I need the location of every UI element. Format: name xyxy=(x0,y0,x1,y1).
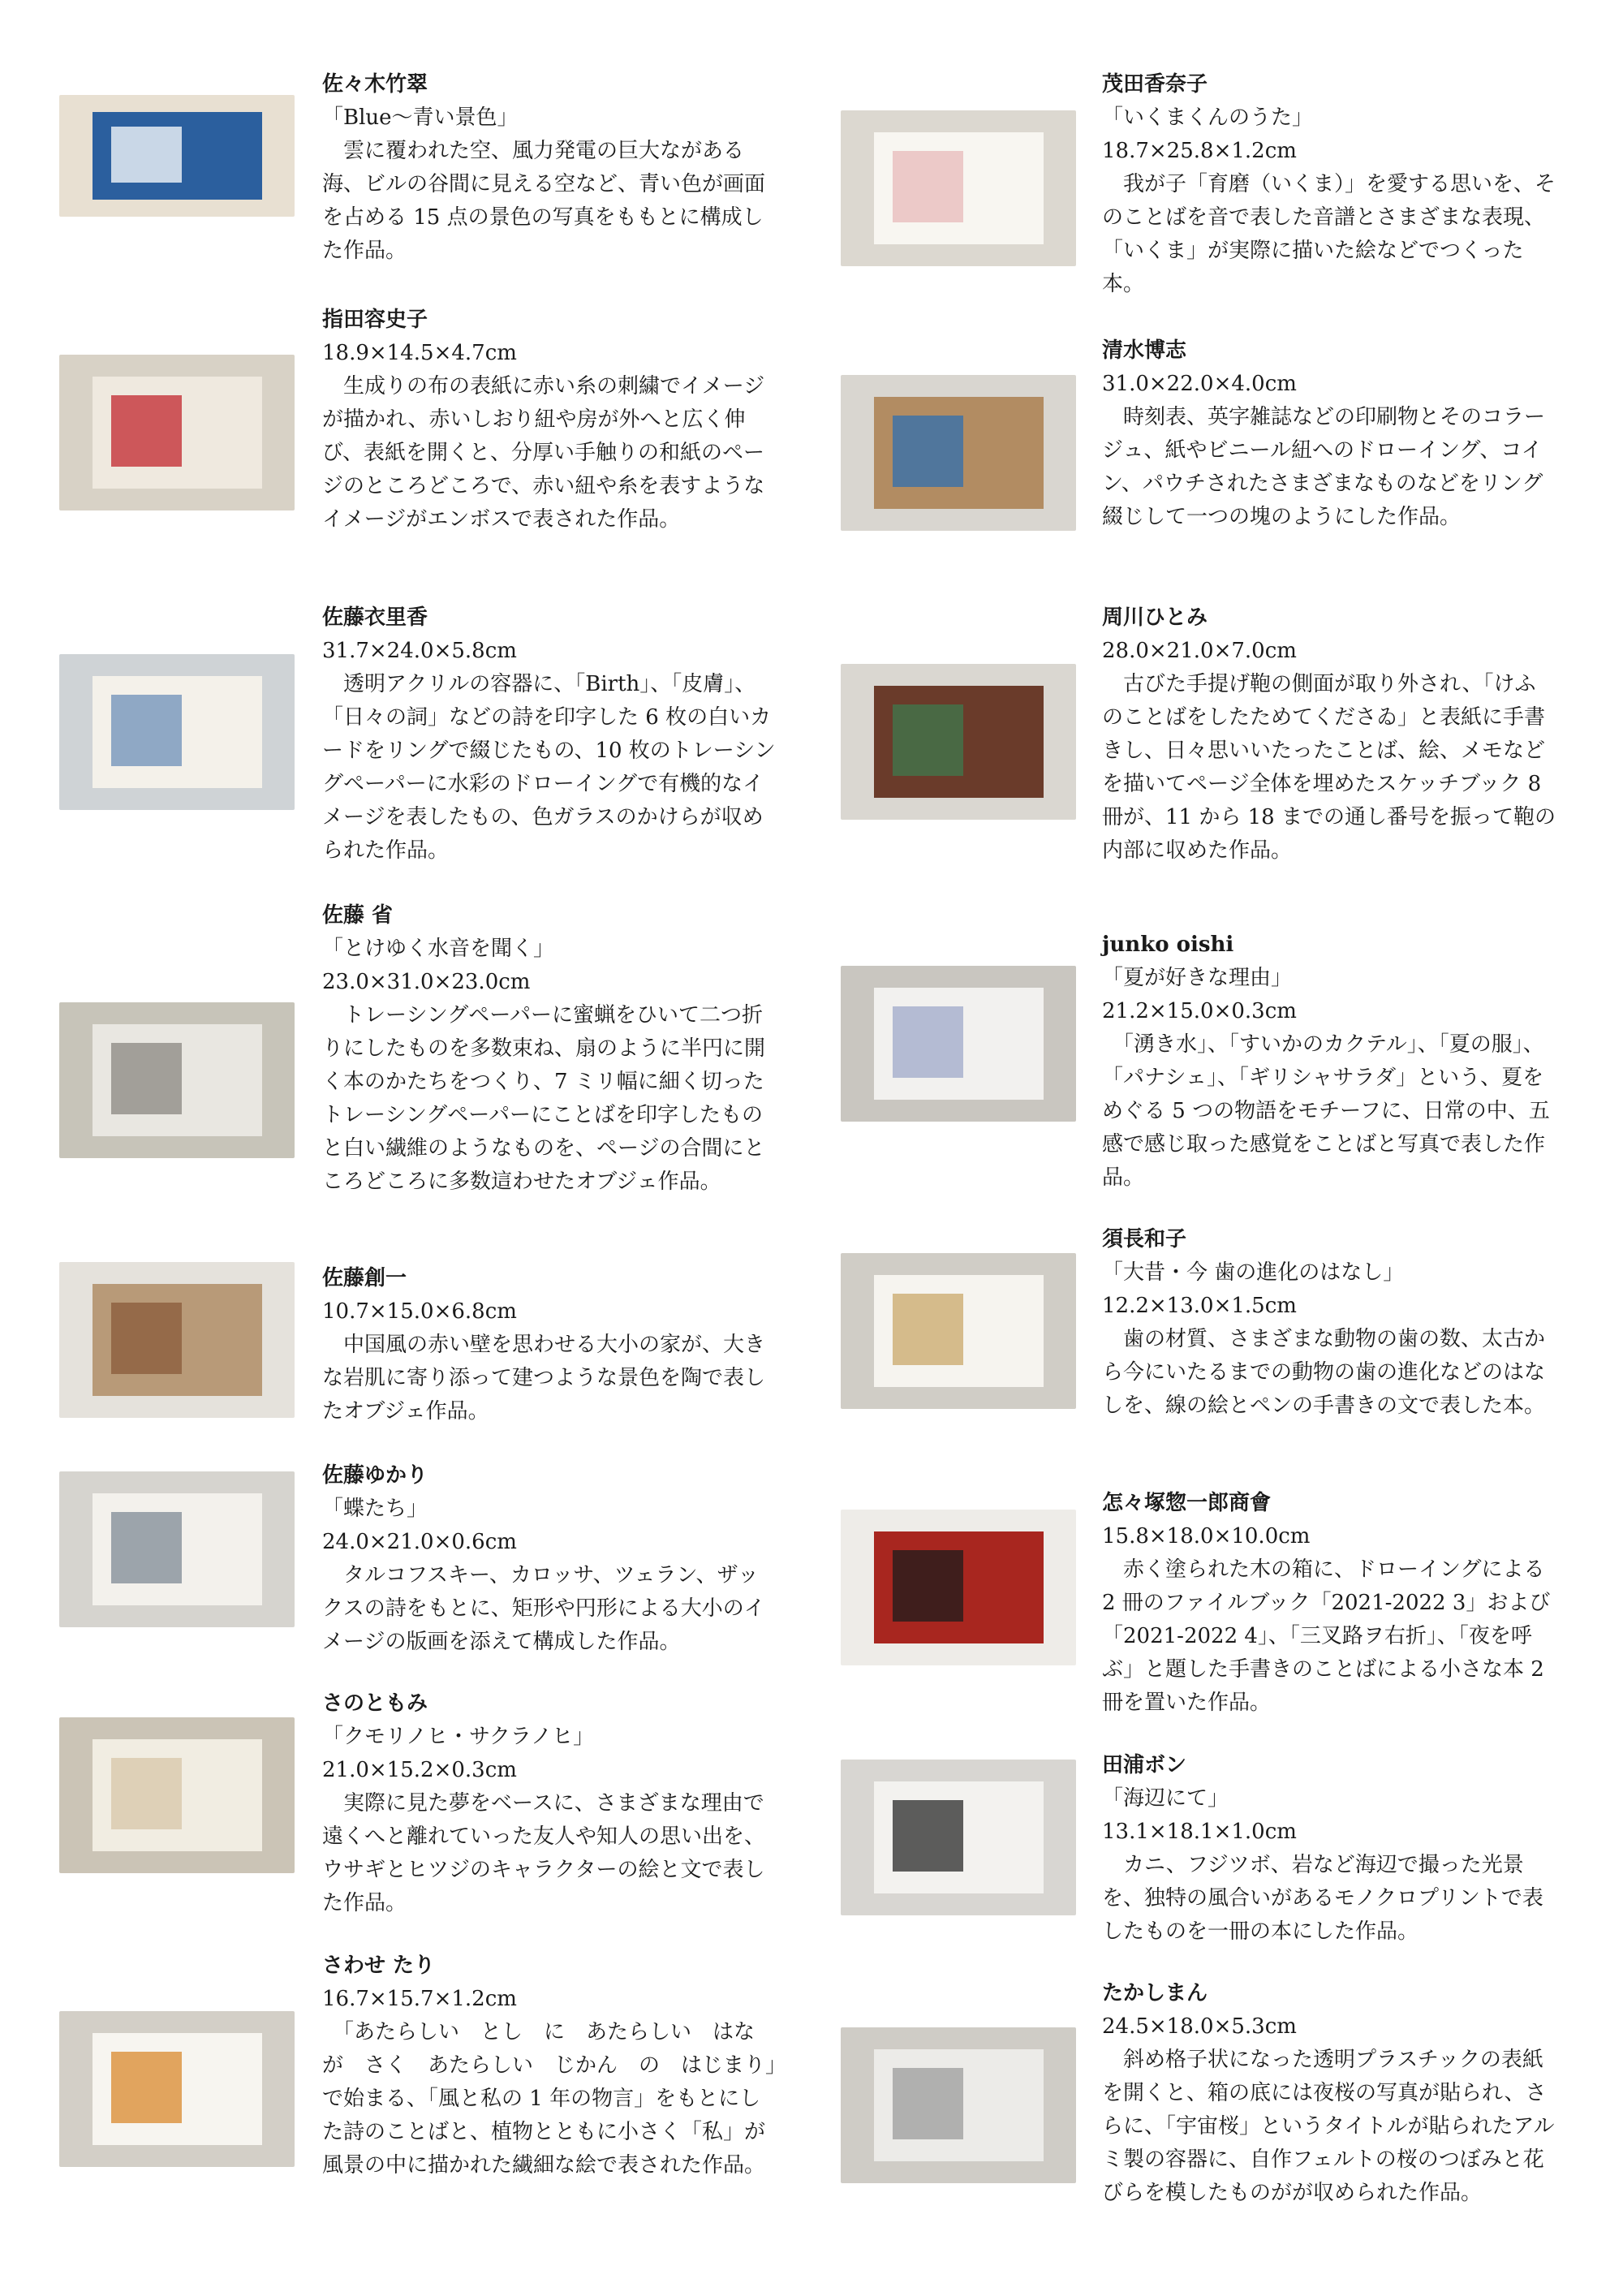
artwork-photo xyxy=(59,1002,295,1158)
work-description: 「あたらしい とし に あたらしい はな が さく あたらしい じかん の はじまり」で始まる、「風と私の 1 年の物言」をもとにした詩のことばと、植物とともに小さく「私」が風景の中に描かれた繊細な絵で表された作品。 xyxy=(322,2020,777,2178)
artist-name: 佐藤創一 xyxy=(322,1266,407,1290)
artist-name: 佐藤 省 xyxy=(322,903,394,928)
artwork-photo xyxy=(59,1471,295,1627)
work-description: 雲に覆われた空、風力発電の巨大ながある海、ビルの谷間に見える空など、青い色が画面を占める 15 点の景色の写真をももとに構成した作品。 xyxy=(322,139,766,263)
photo-accent xyxy=(111,127,182,183)
artist-name: 須長和子 xyxy=(1102,1227,1187,1251)
work-title: 「夏が好きな理由」 xyxy=(1102,966,1293,990)
artwork-photo xyxy=(59,1717,295,1873)
work-size: 16.7×15.7×1.2cm xyxy=(322,1987,517,2011)
artwork-photo xyxy=(841,375,1076,531)
artwork-photo xyxy=(59,2011,295,2167)
artist-name: 指田容史子 xyxy=(322,308,428,332)
artwork-photo xyxy=(59,95,295,217)
work-description: 歯の材質、さまざまな動物の歯の数、太古から今にいたるまでの動物の歯の進化などのはなしを、線の絵とペンの手書きの文で表した本。 xyxy=(1102,1327,1546,1418)
artist-name: 茂田香奈子 xyxy=(1102,72,1208,97)
photo-accent xyxy=(111,695,182,766)
artist-name: 佐藤ゆかり xyxy=(322,1463,428,1488)
photo-accent xyxy=(111,1758,182,1829)
photo-accent xyxy=(893,1006,963,1078)
work-description: 生成りの布の表紙に赤い糸の刺繍でイメージが描かれ、赤いしおり紐や房が外へと広く伸び、表紙を開くと、分厚い手触りの和紙のページのところどころで、赤い紐や糸を表すようなイメージがエンボスで表された作品。 xyxy=(322,374,765,532)
work-title: 「いくまくんのうた」 xyxy=(1102,106,1314,130)
artist-name: 周川ひとみ xyxy=(1102,605,1208,630)
work-size: 15.8×18.0×10.0cm xyxy=(1102,1524,1311,1549)
work-size: 10.7×15.0×6.8cm xyxy=(322,1299,517,1324)
work-size: 24.5×18.0×5.3cm xyxy=(1102,2014,1297,2039)
work-description: トレーシングペーパーに蜜蝋をひいて二つ折りにしたものを多数束ね、扇のように半円に開く本のかたちをつくり、7 ミリ幅に細く切ったトレーシングペーパーにことばを印字したものと白い繊維のようなものを、ページの合間にところどころに多数這わせたオブジェ作品。 xyxy=(322,1003,766,1194)
artwork-photo xyxy=(59,654,295,810)
work-description: 中国風の赤い壁を思わせる大小の家が、大きな岩肌に寄り添って建つような景色を陶で表したオブジェ作品。 xyxy=(322,1333,766,1424)
artwork-photo xyxy=(841,2027,1076,2183)
photo-accent xyxy=(893,2068,963,2139)
work-description: 「湧き水」、「すいかのカクテル」、「夏の服」、「パナシェ」、「ギリシャサラダ」という、夏をめぐる 5 つの物語をモチーフに、日常の中、五感で感じ取った感覚をことばと写真で表した作品。 xyxy=(1102,1032,1550,1190)
work-title: 「海辺にて」 xyxy=(1102,1786,1229,1811)
artwork-photo xyxy=(841,1253,1076,1409)
work-title: 「クモリノヒ・サクラノヒ」 xyxy=(322,1725,595,1749)
work-description: カニ、フジツボ、岩など海辺で撮った光景を、独特の風合いがあるモノクロプリントで表したものを一冊の本にした作品。 xyxy=(1102,1853,1543,1944)
photo-accent xyxy=(111,1043,182,1114)
work-size: 18.9×14.5×4.7cm xyxy=(322,341,517,365)
work-description: 時刻表、英字雑誌などの印刷物とそのコラージュ、紙やビニール紐へのドローイング、コイン、パウチされたさまざまなものなどをリング綴じして一つの塊のようにした作品。 xyxy=(1102,405,1546,529)
artist-name: たかしまん xyxy=(1102,1981,1208,2005)
work-size: 31.7×24.0×5.8cm xyxy=(322,639,517,663)
work-description: 斜め格子状になった透明プラスチックの表紙を開くと、箱の底には夜桜の写真が貼られ、さらに、「宇宙桜」というタイトルが貼られたアルミ製の容器に、自作フェルトの桜のつぼみと花びらを模したものがが収められた作品。 xyxy=(1102,2048,1555,2205)
artwork-photo xyxy=(841,1760,1076,1915)
work-size: 12.2×13.0×1.5cm xyxy=(1102,1294,1297,1318)
photo-accent xyxy=(111,2052,182,2123)
photo-accent xyxy=(893,1800,963,1872)
artist-name: junko oishi xyxy=(1102,933,1234,957)
artist-name: 佐藤衣里香 xyxy=(322,605,428,630)
work-size: 23.0×31.0×23.0cm xyxy=(322,970,531,994)
work-size: 28.0×21.0×7.0cm xyxy=(1102,639,1297,663)
artwork-photo xyxy=(841,664,1076,820)
artwork-photo xyxy=(841,110,1076,266)
work-description: 古びた手提げ鞄の側面が取り外され、「けふのことばをしたためてくださゐ」と表紙に手書きし、日々思いいたったことば、絵、メモなどを描いてページ全体を埋めたスケッチブック 8 冊が、11 から 18 までの通し番号を振って鞄の内部に収めた作品。 xyxy=(1102,672,1556,863)
work-description: 赤く塗られた木の箱に、ドローイングによる 2 冊のファイルブック「2021-2022 3」および「2021-2022 4」、「三叉路ヲ右折」、「夜を呼ぶ」と題した手書きのことばによる小さな本 2 冊を置いた作品。 xyxy=(1102,1557,1552,1715)
work-size: 13.1×18.1×1.0cm xyxy=(1102,1820,1297,1844)
artist-name: 怎々塚惣一郎商會 xyxy=(1102,1491,1272,1515)
artist-name: さわせ たり xyxy=(322,1954,436,1978)
work-size: 21.0×15.2×0.3cm xyxy=(322,1758,517,1782)
artwork-photo xyxy=(841,1510,1076,1665)
photo-accent xyxy=(111,1303,182,1374)
work-title: 「Blue〜青い景色」 xyxy=(322,106,519,130)
artist-name: 佐々木竹翠 xyxy=(322,72,428,97)
photo-accent xyxy=(893,151,963,222)
work-title: 「大昔・今 歯の進化のはなし」 xyxy=(1102,1260,1405,1285)
artist-name: 田浦ボン xyxy=(1102,1753,1187,1777)
artist-name: さのともみ xyxy=(322,1691,428,1716)
work-size: 31.0×22.0×4.0cm xyxy=(1102,372,1297,396)
work-size: 18.7×25.8×1.2cm xyxy=(1102,139,1297,163)
work-description: タルコフスキー、カロッサ、ツェラン、ザックスの詩をもとに、矩形や円形による大小のイメージの版画を添えて構成した作品。 xyxy=(322,1563,765,1654)
work-description: 透明アクリルの容器に、「Birth」、「皮膚」、「日々の詞」などの詩を印字した 6 枚の白いカードをリングで綴じたもの、10 枚のトレーシングペーパーに水彩のドローイングで有機的なイメージを表したもの、色ガラスのかけらが収められた作品。 xyxy=(322,672,776,863)
work-size: 21.2×15.0×0.3cm xyxy=(1102,999,1297,1023)
artwork-photo xyxy=(59,355,295,510)
photo-accent xyxy=(893,416,963,487)
photo-accent xyxy=(111,395,182,467)
work-title: 「蝶たち」 xyxy=(322,1497,428,1521)
artist-name: 清水博志 xyxy=(1102,338,1187,363)
photo-accent xyxy=(893,704,963,776)
photo-accent xyxy=(111,1512,182,1583)
photo-accent xyxy=(893,1294,963,1365)
artwork-photo xyxy=(841,966,1076,1122)
artwork-photo xyxy=(59,1262,295,1418)
photo-accent xyxy=(893,1550,963,1622)
work-size: 24.0×21.0×0.6cm xyxy=(322,1530,517,1554)
work-description: 我が子「育磨（いくま）」を愛する思いを、そのことばを音で表した音譜とさまざまな表現、「いくま」が実際に描いた絵などでつくった本。 xyxy=(1102,172,1556,296)
work-description: 実際に見た夢をベースに、さまざまな理由で遠くへと離れていった友人や知人の思い出を、ウサギとヒツジのキャラクターの絵と文で表した作品。 xyxy=(322,1791,766,1915)
work-title: 「とけゆく水音を聞く」 xyxy=(322,937,555,961)
